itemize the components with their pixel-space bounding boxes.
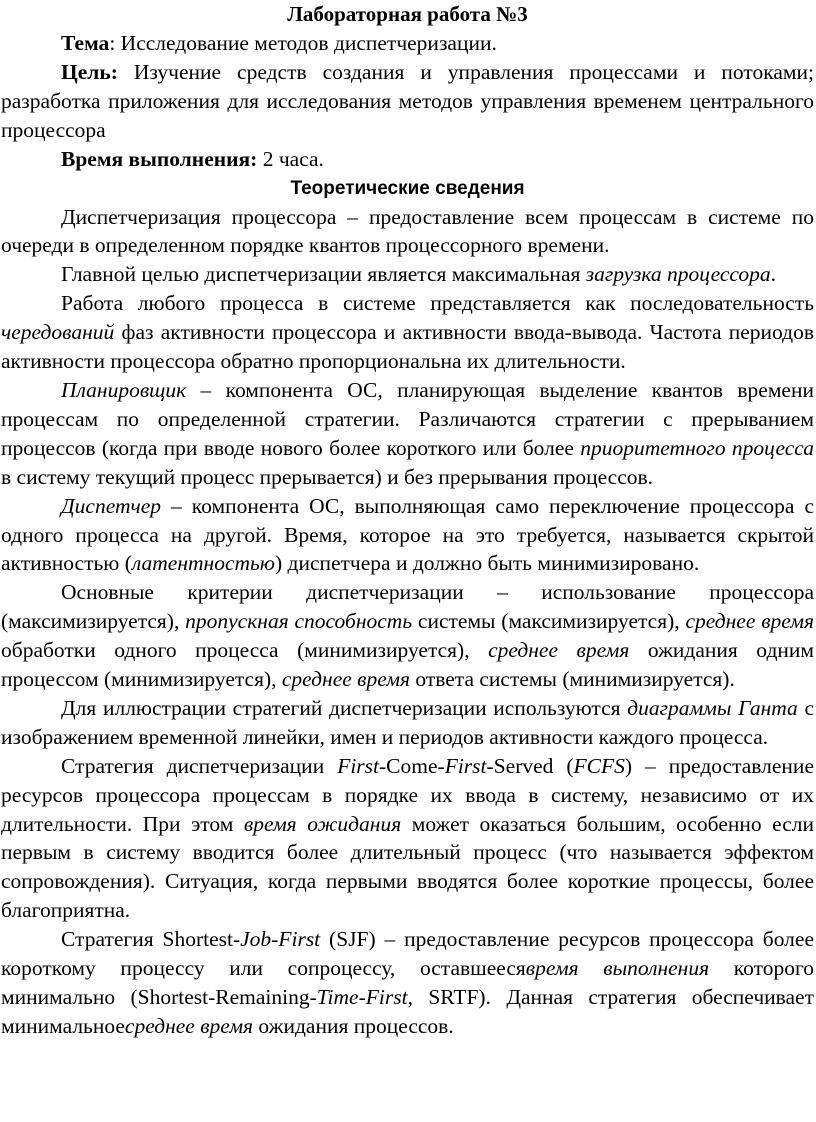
paragraph-dispatcher bbox=[1, 492, 814, 579]
text-span: -Come- bbox=[379, 753, 445, 778]
italic-term: Диспетчер bbox=[61, 493, 162, 518]
paragraph-fcfs bbox=[1, 752, 814, 925]
section-heading: Теоретические сведения bbox=[290, 177, 525, 199]
topic-line bbox=[1, 29, 814, 58]
text-span: которого минимально (Shortest-Remaining- bbox=[1, 956, 814, 1009]
goal-paragraph bbox=[1, 58, 814, 145]
text-span: фаз активности процессора и активности ввода-вывода. Частота периодов активности процессора обратно пропорциональна их длительности. bbox=[1, 320, 814, 374]
text-span: – компонента ОС, выполняющая само переключение процессора с одного процесса на другой. Время, которое на это требуется, называется скрытой активностью ( bbox=[1, 493, 814, 576]
text-span: Главной целью диспетчеризации является максимальная bbox=[61, 262, 586, 287]
italic-term: First bbox=[365, 985, 408, 1009]
text-span: в систему текущий процесс прерывается) и без прерывания процессов. bbox=[1, 464, 654, 489]
italic-term: среднее время bbox=[685, 609, 814, 634]
paragraph-criteria bbox=[1, 578, 814, 694]
goal-text: Изучение средств создания и управления процессами и потоками; разработка приложения для исследования методов управления временем центрального процессора bbox=[1, 59, 814, 142]
italic-term: приоритетного процесса bbox=[580, 435, 814, 460]
text-span: Стратегия Shortest- bbox=[61, 927, 241, 952]
text-span: – компонента ОС, планирующая выделение квантов времени процессам по определенной стратегии. Различаются стратегии с прерыванием процессов (когда при вводе нового более короткого или более bbox=[1, 377, 814, 460]
text-span: ожидания процессов. bbox=[253, 1013, 454, 1038]
italic-term: диаграммы Ганта bbox=[627, 695, 798, 720]
text-span: . bbox=[770, 262, 777, 287]
paragraph-goal-of-dispatching bbox=[1, 260, 814, 289]
text-span: (SJF) – предоставление ресурсов процессора более короткому процессу или сопроцессу, оставшееся bbox=[1, 927, 814, 981]
italic-term: Планировщик bbox=[61, 377, 187, 402]
italic-term: Time bbox=[316, 985, 359, 1009]
topic-text: : Исследование методов диспетчеризации. bbox=[109, 31, 497, 55]
italic-term: чередований bbox=[1, 320, 115, 345]
time-label: Время выполнения: bbox=[61, 146, 258, 171]
time-line bbox=[1, 145, 814, 174]
text-span: Работа любого процесса в системе представляется как последовательность bbox=[61, 291, 814, 316]
text-span: -Served ( bbox=[486, 753, 574, 778]
italic-term: FCFS bbox=[573, 753, 625, 778]
text-span: ожидания одним процессом (минимизируется), bbox=[1, 638, 814, 692]
text-span: обработки одного процесса (минимизируется), bbox=[1, 638, 489, 663]
text-span: может оказаться большим, особенно если первым в систему вводится более длительный процесс (что называется эффектом сопровождения). Ситуация, когда первыми вводятся более короткие процессы, более благоприятна. bbox=[1, 811, 815, 923]
paragraph-sjf bbox=[1, 925, 814, 1041]
page-title: Лабораторная работа №3 bbox=[287, 2, 528, 26]
paragraph-gantt bbox=[1, 694, 814, 752]
italic-term: First bbox=[444, 753, 487, 778]
text-span: с изображением временной линейки, имен и периодов активности каждого процесса. bbox=[1, 695, 814, 749]
document-page bbox=[1, 0, 814, 1041]
italic-term: среднее время bbox=[281, 667, 410, 692]
text-span: ) диспетчера и должно быть минимизировано. bbox=[274, 551, 700, 576]
italic-term: First bbox=[337, 753, 380, 778]
italic-term: время выполнения bbox=[525, 956, 710, 981]
text-span: ) – предоставление ресурсов процессора процессам в порядке их ввода в систему, независимо от их длительности. При этом bbox=[1, 753, 814, 836]
italic-term: среднее время bbox=[488, 638, 630, 663]
text-span: системы (максимизируется), bbox=[412, 609, 686, 634]
italic-term: Job bbox=[240, 927, 272, 952]
paragraph-scheduler bbox=[1, 376, 814, 492]
text-span: , SRTF). Данная стратегия обеспечивает минимальное bbox=[1, 985, 814, 1038]
text-span: - bbox=[358, 985, 366, 1009]
text-span: Для иллюстрации стратегий диспетчеризации используются bbox=[61, 695, 628, 720]
goal-label: Цель: bbox=[61, 59, 118, 84]
paragraph-process-work bbox=[1, 289, 814, 376]
text-span: - bbox=[271, 927, 279, 952]
italic-term: First bbox=[278, 927, 321, 952]
paragraph-dispatching: Диспетчеризация процессора – предоставление всем процессам в системе по очереди в определенном порядке квантов процессорного времени. bbox=[1, 204, 814, 258]
text-span: ответа системы (минимизируется). bbox=[409, 667, 735, 692]
italic-term: латентностью bbox=[131, 551, 275, 576]
italic-term: загрузка процессора bbox=[585, 262, 771, 287]
text-span: Основные критерии диспетчеризации – использование процессора (максимизируется), bbox=[1, 580, 814, 634]
italic-term: пропускная способность bbox=[185, 609, 413, 634]
italic-term: среднее время bbox=[124, 1013, 254, 1038]
topic-label: Тема bbox=[61, 31, 110, 55]
italic-term: время ожидания bbox=[243, 811, 402, 836]
time-text: 2 часа. bbox=[257, 146, 324, 171]
text-span: Стратегия диспетчеризации bbox=[61, 753, 338, 778]
